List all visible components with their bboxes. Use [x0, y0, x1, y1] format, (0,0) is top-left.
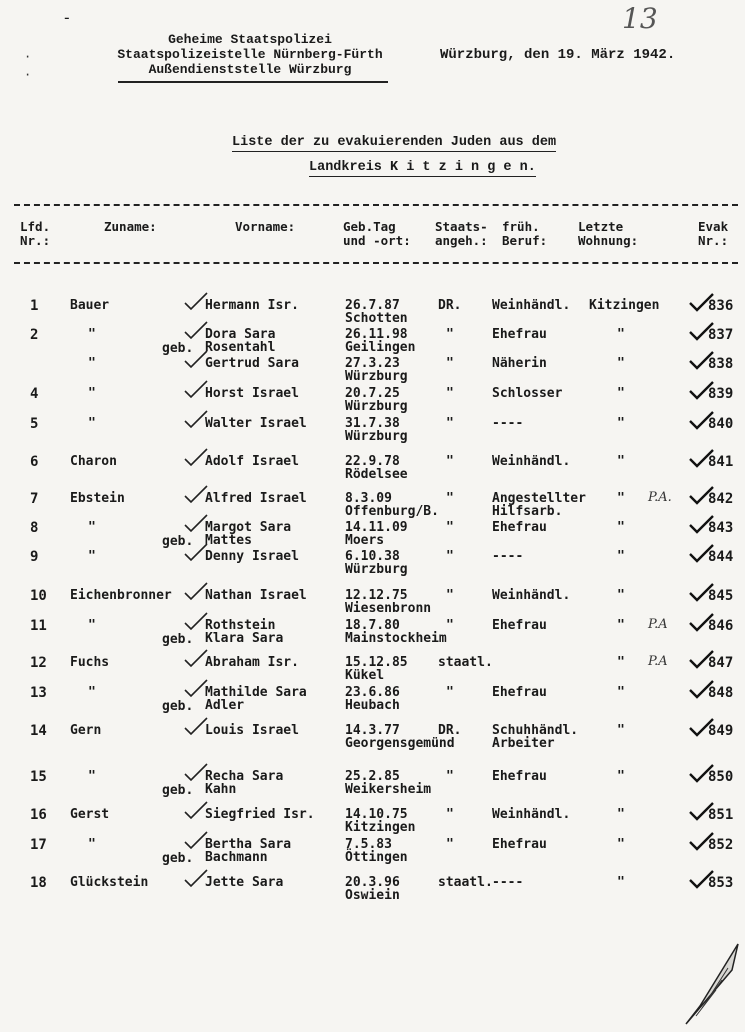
row-vorname: Adolf Israel	[205, 454, 299, 469]
row-geb-tag: 27.3.23	[345, 356, 400, 371]
row-wohnung: "	[617, 356, 625, 371]
col-head-evak: Evak Nr.:	[698, 219, 729, 248]
margin-dot-2: ·	[24, 68, 32, 82]
row-staats: staatl.	[438, 655, 493, 670]
title-line-2	[309, 160, 536, 175]
row-zuname: Bauer	[70, 298, 110, 313]
row-vorname: Mathilde Sara	[205, 685, 307, 700]
table-top-rule	[14, 204, 738, 206]
row-geb-prefix: geb.	[162, 783, 194, 798]
row-geb-ort: Georgensgemünd	[345, 736, 455, 751]
row-number: 13	[30, 685, 47, 701]
corner-fold	[680, 940, 742, 1030]
row-wohnung: Kitzingen	[589, 298, 660, 313]
row-evak-nr: 842	[708, 491, 734, 507]
row-number: 10	[30, 588, 47, 604]
row-wohnung: "	[617, 588, 625, 603]
row-pa-mark: P.A.	[648, 490, 672, 505]
row-evak-nr: 843	[708, 520, 734, 536]
row-geb-ort: Moers	[345, 533, 385, 548]
row-evak-nr: 846	[708, 618, 734, 634]
row-number: 15	[30, 769, 47, 785]
row-wohnung: "	[617, 491, 625, 506]
row-wohnung: "	[617, 618, 625, 633]
row-zuname: "	[88, 549, 96, 564]
row-geb-ort: Würzburg	[345, 562, 408, 577]
row-geb-tag: 20.7.25	[345, 386, 400, 401]
row-zuname: "	[88, 520, 96, 535]
row-staats: DR.	[438, 723, 462, 738]
row-evak-nr: 851	[708, 807, 734, 823]
row-geb-ort: Würzburg	[345, 369, 408, 384]
row-number: 14	[30, 723, 47, 739]
row-geb-ort: Weikersheim	[345, 782, 432, 797]
row-beruf: ----	[492, 416, 524, 431]
row-evak-nr: 837	[708, 327, 734, 343]
row-vorname: Gertrud Sara	[205, 356, 299, 371]
row-zuname: "	[88, 837, 96, 852]
row-geb-tag: 26.11.98	[345, 327, 408, 342]
row-geb-ort: Öttingen	[345, 850, 408, 865]
row-beruf: Ehefrau	[492, 520, 547, 535]
row-number: 11	[30, 618, 47, 634]
row-number: 7	[30, 491, 39, 507]
row-pa-mark: P.A	[648, 654, 668, 669]
row-geb-prefix: geb.	[162, 341, 194, 356]
row-number: 2	[30, 327, 39, 343]
col-head-beruf: früh. Beruf:	[502, 219, 548, 248]
row-geb-ort: Kitzingen	[345, 820, 416, 835]
row-geb-prefix: geb.	[162, 699, 194, 714]
row-geb-ort: Heubach	[345, 698, 400, 713]
row-vorname: Dora Sara	[205, 327, 276, 342]
row-number: 17	[30, 837, 47, 853]
row-geb-ort: Geilingen	[345, 340, 416, 355]
row-zuname: "	[88, 327, 96, 342]
row-beruf: Ehefrau	[492, 837, 547, 852]
row-number: 16	[30, 807, 47, 823]
row-evak-nr: 845	[708, 588, 734, 604]
row-wohnung: "	[617, 723, 625, 738]
row-number: 18	[30, 875, 47, 891]
corner-mark: -	[62, 8, 72, 27]
row-vorname: Horst Israel	[205, 386, 299, 401]
row-geb-tag: 25.2.85	[345, 769, 400, 784]
row-beruf: Ehefrau	[492, 618, 547, 633]
agency-line-3: Außendienststelle Würzburg	[148, 62, 352, 77]
title-line-1	[232, 135, 556, 150]
row-zuname: "	[88, 386, 96, 401]
row-geb-ort: Würzburg	[345, 399, 408, 414]
row-zuname: Fuchs	[70, 655, 110, 670]
row-evak-nr: 840	[708, 416, 734, 432]
row-number: 12	[30, 655, 47, 671]
row-staats: "	[446, 769, 454, 784]
row-evak-nr: 852	[708, 837, 734, 853]
row-zuname: Ebstein	[70, 491, 125, 506]
row-beruf: Näherin	[492, 356, 547, 371]
row-wohnung: "	[617, 520, 625, 535]
row-geb-ort: Würzburg	[345, 429, 408, 444]
row-staats: "	[446, 837, 454, 852]
row-zuname: "	[88, 356, 96, 371]
row-geb-tag: 14.11.09	[345, 520, 408, 535]
row-vorname: Abraham Isr.	[205, 655, 299, 670]
row-evak-nr: 844	[708, 549, 734, 565]
row-zuname: Charon	[70, 454, 117, 469]
row-staats: "	[446, 356, 454, 371]
row-zuname: Glückstein	[70, 875, 149, 890]
row-geb-tag: 20.3.96	[345, 875, 400, 890]
row-number: 6	[30, 454, 39, 470]
row-geb-ort: Mainstockheim	[345, 631, 447, 646]
header-underline	[118, 81, 388, 83]
row-vorname: Louis Israel	[205, 723, 299, 738]
row-vorname: Siegfried Isr.	[205, 807, 315, 822]
row-vorname-2: Kahn	[205, 782, 237, 797]
row-beruf: ----	[492, 875, 524, 890]
row-vorname-2: Mattes	[205, 533, 252, 548]
row-geb-ort: Rödelsee	[345, 467, 408, 482]
row-staats: "	[446, 685, 454, 700]
row-zuname: "	[88, 618, 96, 633]
row-pa-mark: P.A	[648, 617, 668, 632]
row-vorname-2: Adler	[205, 698, 245, 713]
row-vorname: Bertha Sara	[205, 837, 292, 852]
col-head-lfd: Lfd. Nr.:	[20, 219, 51, 248]
row-number: 5	[30, 416, 39, 432]
row-number: 9	[30, 549, 39, 565]
row-vorname: Hermann Isr.	[205, 298, 299, 313]
row-staats: "	[446, 454, 454, 469]
row-geb-prefix: geb.	[162, 534, 194, 549]
title-text-2: Landkreis K i t z i n g e n.	[309, 160, 536, 175]
row-beruf: Ehefrau	[492, 769, 547, 784]
row-zuname: Gern	[70, 723, 102, 738]
row-number: 1	[30, 298, 39, 314]
row-beruf: Weinhändl.	[492, 454, 571, 469]
row-staats: "	[446, 416, 454, 431]
row-geb-tag: 31.7.38	[345, 416, 400, 431]
row-zuname: "	[88, 416, 96, 431]
place-date: Würzburg, den 19. März 1942.	[440, 47, 676, 63]
row-evak-nr: 836	[708, 298, 734, 314]
row-geb-tag: 18.7.80	[345, 618, 400, 633]
row-vorname: Rothstein	[205, 618, 276, 633]
row-vorname: Jette Sara	[205, 875, 284, 890]
table-header-rule	[14, 262, 738, 264]
row-staats: "	[446, 618, 454, 633]
row-wohnung: "	[617, 875, 625, 890]
row-wohnung: "	[617, 327, 625, 342]
row-beruf: Schlosser	[492, 386, 563, 401]
row-wohnung: "	[617, 837, 625, 852]
row-staats: "	[446, 520, 454, 535]
row-staats: "	[446, 327, 454, 342]
row-geb-ort: Wiesenbronn	[345, 601, 432, 616]
row-staats: "	[446, 549, 454, 564]
row-zuname: "	[88, 685, 96, 700]
row-evak-nr: 838	[708, 356, 734, 372]
row-geb-tag: 14.10.75	[345, 807, 408, 822]
row-geb-tag: 7.5.83	[345, 837, 392, 852]
row-vorname-2: Rosentahl	[205, 340, 276, 355]
row-staats: DR.	[438, 298, 462, 313]
agency-line-2: Staatspolizeistelle Nürnberg-Fürth	[117, 47, 383, 62]
agency-line-1: Geheime Staatspolizei	[168, 32, 332, 47]
page-number-handwritten: 13	[622, 2, 658, 35]
row-geb-tag: 23.6.86	[345, 685, 400, 700]
col-head-geb: Geb.Tag und -ort:	[343, 219, 411, 248]
row-evak-nr: 850	[708, 769, 734, 785]
title-text-1: Liste der zu evakuierenden Juden aus dem	[232, 135, 557, 150]
row-beruf-2: Arbeiter	[492, 736, 555, 751]
row-staats: staatl.	[438, 875, 493, 890]
row-staats: "	[446, 588, 454, 603]
row-vorname-2: Klara Sara	[205, 631, 284, 646]
row-beruf-2: Hilfsarb.	[492, 504, 563, 519]
row-evak-nr: 839	[708, 386, 734, 402]
row-vorname-2: Bachmann	[205, 850, 268, 865]
row-geb-tag: 6.10.38	[345, 549, 400, 564]
row-staats: "	[446, 491, 454, 506]
row-evak-nr: 848	[708, 685, 734, 701]
row-beruf: Weinhändl.	[492, 807, 571, 822]
row-wohnung: "	[617, 655, 625, 670]
row-evak-nr: 849	[708, 723, 734, 739]
row-beruf: Ehefrau	[492, 327, 547, 342]
row-zuname: "	[88, 769, 96, 784]
row-staats: "	[446, 807, 454, 822]
row-vorname: Alfred Israel	[205, 491, 307, 506]
row-wohnung: "	[617, 807, 625, 822]
row-beruf: Weinhändl.	[492, 588, 571, 603]
row-wohnung: "	[617, 769, 625, 784]
row-vorname: Recha Sara	[205, 769, 284, 784]
row-geb-prefix: geb.	[162, 632, 194, 647]
row-vorname: Nathan Israel	[205, 588, 307, 603]
row-beruf: Ehefrau	[492, 685, 547, 700]
col-head-vorname: Vorname:	[235, 219, 296, 234]
row-geb-tag: 15.12.85	[345, 655, 408, 670]
row-evak-nr: 853	[708, 875, 734, 891]
row-wohnung: "	[617, 416, 625, 431]
row-number: 8	[30, 520, 39, 536]
row-beruf: Angestellter	[492, 491, 586, 506]
col-head-staats: Staats- angeh.:	[435, 219, 488, 248]
col-head-wohnung: Letzte Wohnung:	[578, 219, 639, 248]
row-geb-tag: 14.3.77	[345, 723, 400, 738]
row-geb-ort: Oswiein	[345, 888, 400, 903]
row-wohnung: "	[617, 685, 625, 700]
col-head-zuname: Zuname:	[104, 219, 157, 234]
row-wohnung: "	[617, 454, 625, 469]
row-geb-ort: Offenburg/B.	[345, 504, 439, 519]
row-wohnung: "	[617, 386, 625, 401]
row-geb-tag: 8.3.09	[345, 491, 392, 506]
row-vorname: Margot Sara	[205, 520, 292, 535]
row-evak-nr: 841	[708, 454, 734, 470]
row-beruf: ----	[492, 549, 524, 564]
row-number: 4	[30, 386, 39, 402]
row-zuname: Eichenbronner	[70, 588, 172, 603]
row-geb-ort: Schotten	[345, 311, 408, 326]
row-geb-tag: 22.9.78	[345, 454, 400, 469]
row-geb-prefix: geb.	[162, 851, 194, 866]
row-wohnung: "	[617, 549, 625, 564]
row-beruf: Weinhändl.	[492, 298, 571, 313]
row-geb-ort: Kükel	[345, 668, 385, 683]
row-zuname: Gerst	[70, 807, 110, 822]
row-vorname: Walter Israel	[205, 416, 307, 431]
row-beruf: Schuhhändl.	[492, 723, 579, 738]
row-vorname: Denny Israel	[205, 549, 299, 564]
row-staats: "	[446, 386, 454, 401]
row-evak-nr: 847	[708, 655, 734, 671]
margin-dot-1: ·	[24, 50, 32, 64]
row-geb-tag: 26.7.87	[345, 298, 400, 313]
row-geb-tag: 12.12.75	[345, 588, 408, 603]
